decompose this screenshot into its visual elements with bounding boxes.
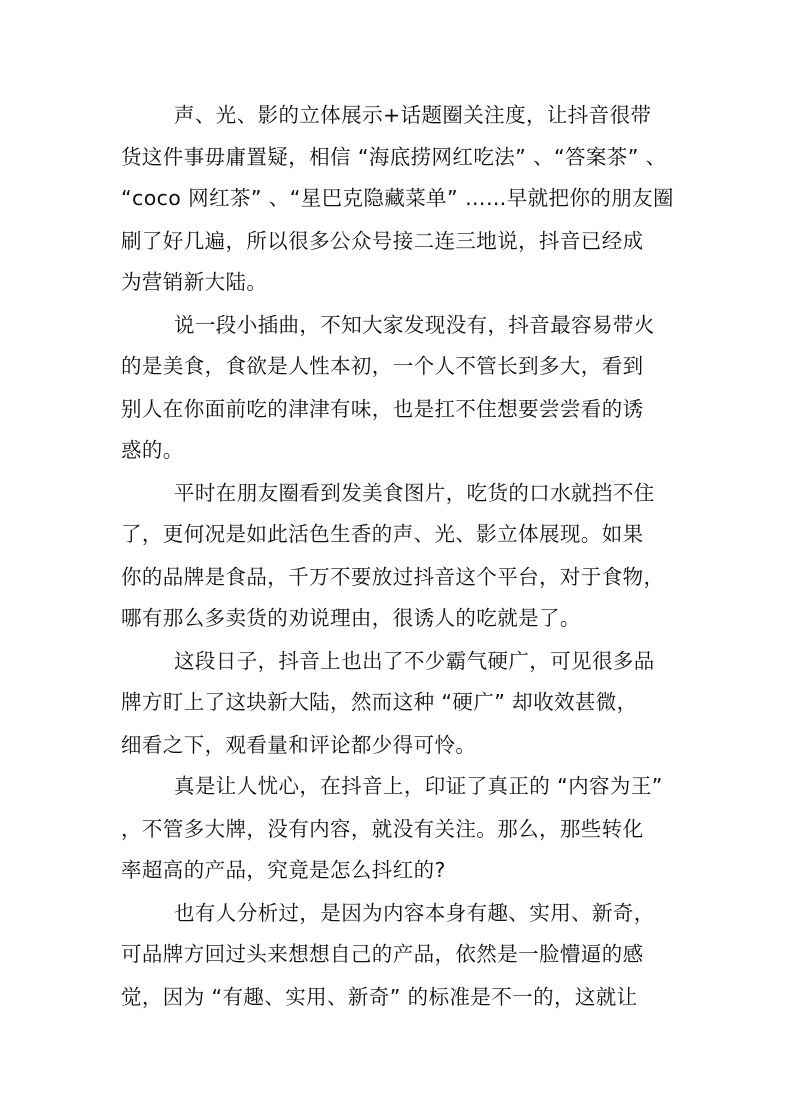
text-line-4: 刷了好几遍，所以很多公众号接二连三地说，抖音已经成 — [121, 229, 644, 253]
text-line-11: 了，更何况是如此活色生香的声、光、影立体展现。如果 — [121, 522, 644, 546]
text-line-1: 声、光、影的立体展示+话题圈关注度，让抖音很带 — [174, 103, 652, 127]
text-line-8: 别人在你面前吃的津津有味，也是扛不住想要尝尝看的诱 — [121, 397, 644, 421]
text-line-3: “coco 网红茶” 、“星巴克隐藏菜单” ……早就把你的朋友圈 — [121, 186, 674, 210]
text-line-16: 细看之下，观看量和评论都少得可怜。 — [121, 733, 477, 757]
text-line-10: 平时在朋友圈看到发美食图片，吃货的口水就挡不住 — [174, 481, 655, 505]
text-line-15: 牌方盯上了这块新大陆，然而这种 “硬广” 却收效甚微， — [121, 690, 638, 714]
text-line-12: 你的品牌是食品，千万不要放过抖音这个平台，对于食物， — [121, 565, 665, 589]
text-line-7: 的是美食，食欲是人性本初，一个人不管长到多大，看到 — [121, 354, 644, 378]
text-line-18: ，不管多大牌，没有内容，就没有关注。那么，那些转化 — [121, 817, 644, 841]
text-line-19: 率超高的产品，究竟是怎么抖红的? — [121, 858, 446, 882]
text-line-6: 说一段小插曲，不知大家发现没有，抖音最容易带火 — [174, 313, 655, 337]
text-line-9: 惑的。 — [121, 438, 184, 462]
text-line-22: 觉，因为 “有趣、实用、新奇” 的标准是不一的，这就让 — [121, 985, 638, 1009]
text-line-5: 为营销新大陆。 — [121, 270, 268, 294]
text-line-2: 货这件事毋庸置疑，相信 “海底捞网红吃法” 、“答案茶” 、 — [121, 145, 667, 169]
text-line-13: 哪有那么多卖货的劝说理由，很诱人的吃就是了。 — [121, 606, 581, 630]
text-line-20: 也有人分析过，是因为内容本身有趣、实用、新奇， — [174, 901, 655, 925]
text-line-17: 真是让人忧心，在抖音上，印证了真正的 “内容为王” — [174, 774, 663, 798]
text-line-21: 可品牌方回过头来想想自己的产品，依然是一脸懵逼的感 — [121, 942, 644, 966]
text-line-14: 这段日子，抖音上也出了不少霸气硬广，可见很多品 — [174, 649, 655, 673]
